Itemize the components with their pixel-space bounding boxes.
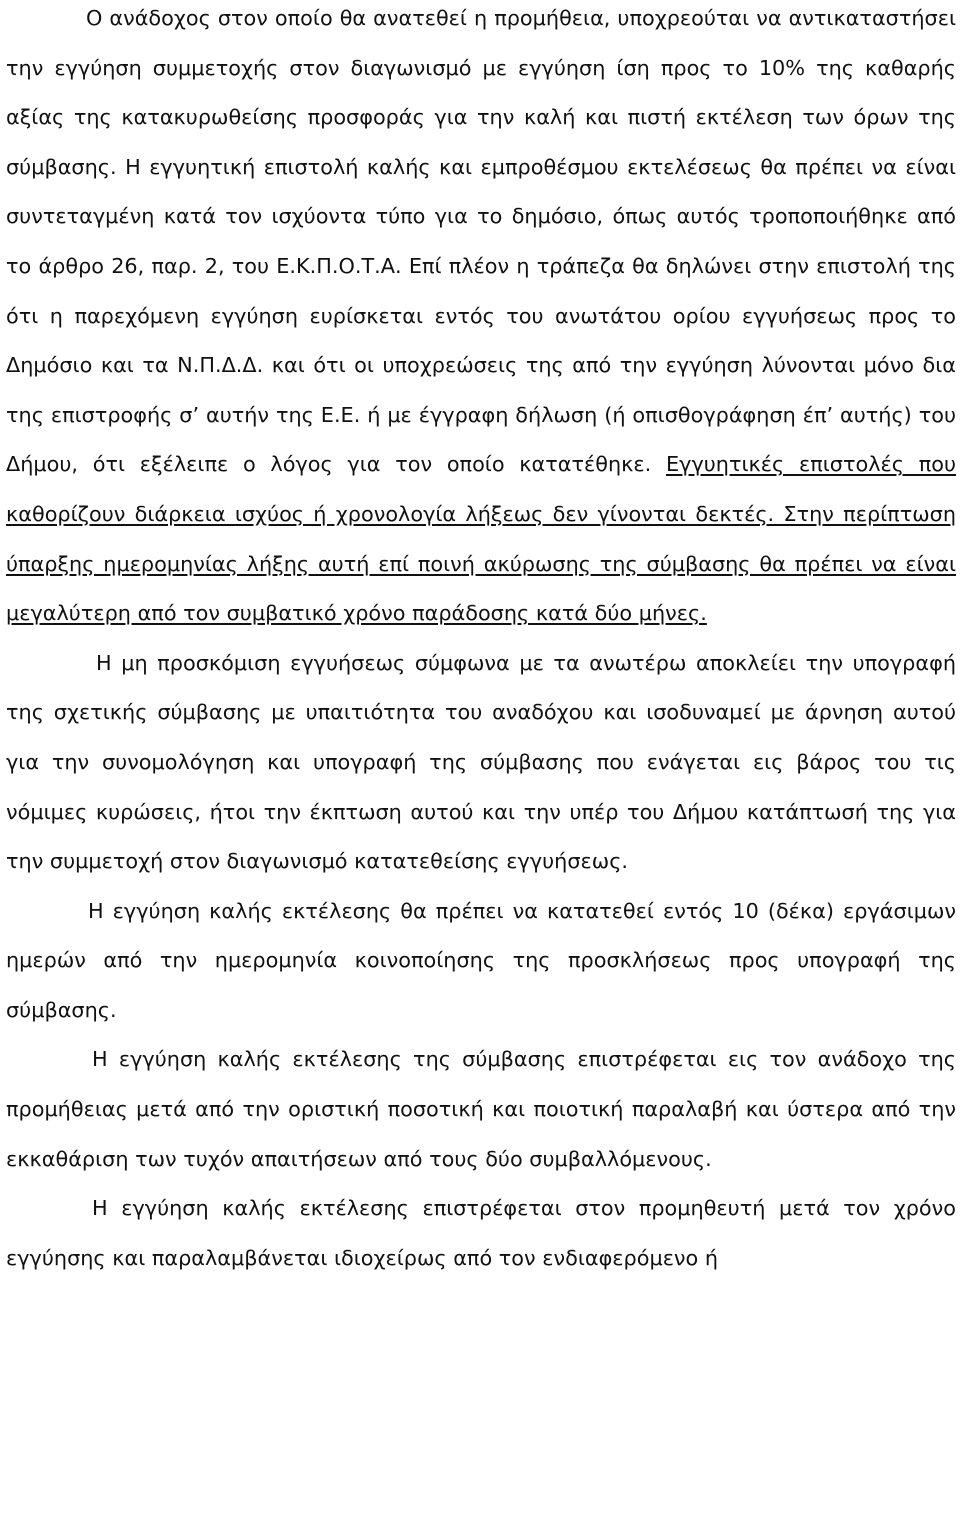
paragraph-guarantee-replacement [6,0,956,639]
paragraph-non-submission [6,639,956,887]
paragraph-text: Η εγγύηση καλής εκτέλεσης επιστρέφεται στον προμηθευτή μετά τον χρόνο εγγύησης και παραλαμβάνεται ιδιοχείρως από τον ενδιαφερόμενο ή [6,1196,956,1270]
paragraph-submission-deadline [6,887,956,1036]
underlined-text: Εγγυητικές επιστολές που καθορίζουν διάρκεια ισχύος ή χρονολογία λήξεως δεν γίνονται δεκτές. Στην περίπτωση ύπαρξης ημερομηνίας λήξης αυτή επί ποινή ακύρωσης της σύμβασης θα πρέπει να είναι μεγαλύτερη από τον συμβατικό χρόνο παράδοσης κατά δύο μήνες. [6,452,956,626]
paragraph-text: Η εγγύηση καλής εκτέλεσης της σύμβασης επιστρέφεται εις τον ανάδοχο της προμήθειας μετά από την οριστική ποσοτική και ποιοτική παραλαβή και ύστερα από την εκκαθάριση των τυχόν απαιτήσεων από τους δύο συμβαλλόμενους. [6,1047,956,1171]
paragraph-guarantee-return-supplier [6,1184,956,1283]
paragraph-guarantee-return [6,1035,956,1184]
paragraph-text: Η μη προσκόμιση εγγυήσεως σύμφωνα με τα ανωτέρω αποκλείει την υπογραφή της σχετικής σύμβασης με υπαιτιότητα του αναδόχου και ισοδυναμεί με άρνηση αυτού για την συνομολόγηση και υπογραφή της σύμβασης που ενάγεται εις βάρος του τις νόμιμες κυρώσεις, ήτοι την έκπτωση αυτού και την υπέρ του Δήμου κατάπτωσή της για την συμμετοχή στον διαγωνισμό κατατεθείσης εγγυήσεως. [6,650,956,874]
paragraph-text: Η εγγύηση καλής εκτέλεσης θα πρέπει να κατατεθεί εντός 10 (δέκα) εργάσιμων ημερών από την ημερομηνία κοινοποίησης της προσκλήσεως προς υπογραφή της σύμβασης. [6,898,956,1022]
paragraph-text: Ο ανάδοχος στον οποίο θα ανατεθεί η προμήθεια, υποχρεούται να αντικαταστήσει την εγγύηση συμμετοχής στον διαγωνισμό με εγγύηση ίση προς το 10% της καθαρής αξίας της κατακυρωθείσης προσφοράς για την καλή και πιστή εκτέλεση των όρων της σύμβασης. Η εγγυητική επιστολή καλής και εμπροθέσμου εκτελέσεως θα πρέπει να είναι συντεταγμένη κατά τον ισχύοντα τύπο για το δημόσιο, όπως αυτός τροποποιήθηκε από το άρθρο 26, παρ. 2, του Ε.Κ.Π.Ο.Τ.Α. Επί πλέον η τράπεζα θα δηλώνει στην επιστολή της ότι η παρεχόμενη εγγύηση ευρίσκεται εντός του ανωτάτου ορίου εγγυήσεως προς το Δημόσιο και τα Ν.Π.Δ.Δ. και ότι οι υποχρεώσεις της από την εγγύηση λύνονται μόνο δια της επιστροφής σ’ αυτήν της Ε.Ε. ή με έγγραφη δήλωση (ή οπισθογράφηση έπ’ αυτής) του Δήμου, ότι εξέλειπε ο λόγος για τον οποίο κατατέθηκε. [6,6,956,477]
